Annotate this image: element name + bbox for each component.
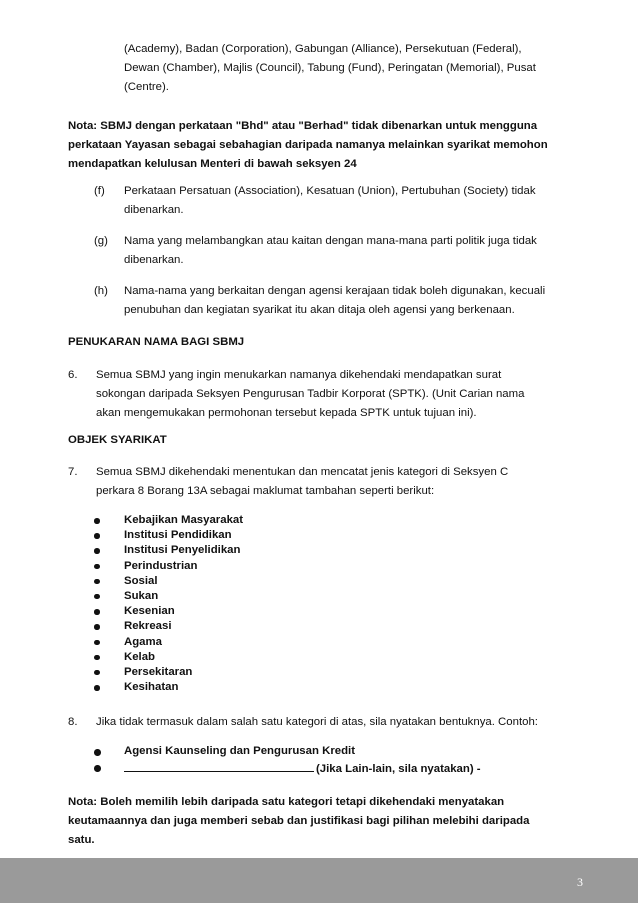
note-line: keutamaannya dan juga memberi sebab dan justifikasi bagi pilihan melebihi daripada — [68, 815, 530, 827]
bullet-icon — [94, 655, 100, 661]
item-line: perkara 8 Borang 13A sebagai maklumat tambahan seperti berikut: — [96, 485, 435, 497]
item-line: Nama-nama yang berkaitan dengan agensi kerajaan tidak boleh digunakan, kecuali — [124, 285, 546, 297]
note-berhad — [68, 117, 588, 174]
bullet-icon — [94, 548, 100, 554]
bullet-icon — [94, 624, 100, 630]
item-line: akan mengemukakan permohonan tersebut kepada SPTK untuk tujuan ini). — [96, 407, 477, 419]
item-line: Semua SBMJ yang ingin menukarkan namanya dikehendaki mendapatkan surat — [96, 369, 502, 381]
item-label: (h) — [94, 285, 108, 297]
intro-paragraph — [124, 40, 584, 97]
item-line: dibenarkan. — [124, 204, 184, 216]
category-item: Agama — [94, 635, 564, 650]
item-label: 8. — [68, 716, 78, 728]
note-categories — [68, 793, 588, 850]
example-list — [94, 744, 564, 776]
category-item: Kesenian — [94, 604, 564, 619]
category-item: Rekreasi — [94, 619, 564, 634]
bullet-icon — [94, 609, 100, 615]
note-line: Nota: Boleh memilih lebih daripada satu kategori tetapi dikehendaki menyatakan — [68, 796, 505, 808]
item-line: Semua SBMJ dikehendaki menentukan dan mencatat jenis kategori di Seksyen C — [96, 466, 509, 478]
bullet-icon — [94, 533, 100, 539]
intro-line: Dewan (Chamber), Majlis (Council), Tabung (Fund), Peringatan (Memorial), Pusat — [124, 62, 536, 74]
bullet-icon — [94, 518, 100, 524]
bullet-icon — [94, 765, 101, 772]
bullet-icon — [94, 670, 100, 676]
item-line: dibenarkan. — [124, 254, 184, 266]
bullet-icon — [94, 640, 100, 646]
category-item: Persekitaran — [94, 665, 564, 680]
category-item: Kebajikan Masyarakat — [94, 513, 564, 528]
item-h — [94, 282, 584, 322]
item-f — [94, 182, 584, 222]
item-label: 6. — [68, 369, 78, 381]
section-heading-penukaran: PENUKARAN NAMA BAGI SBMJ — [68, 336, 245, 348]
bullet-icon — [94, 685, 100, 691]
item-line: Jika tidak termasuk dalam salah satu kategori di atas, sila nyatakan bentuknya. Contoh: — [96, 716, 538, 728]
example-item: Agensi Kaunseling dan Pengurusan Kredit — [94, 744, 564, 760]
item-g — [94, 232, 584, 272]
item-7 — [68, 463, 588, 503]
category-item: Kesihatan — [94, 680, 564, 695]
fill-in-blank[interactable] — [124, 760, 314, 772]
bullet-icon — [94, 749, 101, 756]
note-line: satu. — [68, 834, 95, 846]
category-list — [94, 513, 564, 695]
item-line: sokongan daripada Seksyen Pengurusan Tadbir Korporat (SPTK). (Unit Carian nama — [96, 388, 525, 400]
item-label: (g) — [94, 235, 108, 247]
category-item: Institusi Penyelidikan — [94, 543, 564, 558]
bullet-icon — [94, 564, 100, 570]
item-8 — [68, 713, 588, 733]
bullet-icon — [94, 594, 100, 600]
item-6 — [68, 366, 588, 426]
note-line: perkataan Yayasan sebagai sebahagian daripada namanya melainkan syarikat memohon — [68, 139, 548, 151]
bullet-icon — [94, 579, 100, 585]
section-heading-objek: OBJEK SYARIKAT — [68, 434, 167, 446]
page-footer — [0, 858, 638, 903]
category-item: Institusi Pendidikan — [94, 528, 564, 543]
category-item: Perindustrian — [94, 559, 564, 574]
note-line: Nota: SBMJ dengan perkataan "Bhd" atau "Berhad" tidak dibenarkan untuk mengguna — [68, 120, 538, 132]
category-item: Sosial — [94, 574, 564, 589]
example-item: (Jika Lain-lain, sila nyatakan) - — [94, 760, 564, 776]
category-item: Kelab — [94, 650, 564, 665]
item-label: (f) — [94, 185, 105, 197]
page-number: 3 — [577, 875, 583, 889]
item-line: Nama yang melambangkan atau kaitan dengan mana-mana parti politik juga tidak — [124, 235, 537, 247]
intro-line: (Centre). — [124, 81, 169, 93]
note-line: mendapatkan kelulusan Menteri di bawah seksyen 24 — [68, 158, 357, 170]
category-item: Sukan — [94, 589, 564, 604]
intro-line: (Academy), Badan (Corporation), Gabungan (Alliance), Persekutuan (Federal), — [124, 43, 522, 55]
item-line: Perkataan Persatuan (Association), Kesatuan (Union), Pertubuhan (Society) tidak — [124, 185, 536, 197]
item-line: penubuhan dan kegiatan syarikat itu akan ditaja oleh agensi yang berkenaan. — [124, 304, 515, 316]
item-label: 7. — [68, 466, 78, 478]
